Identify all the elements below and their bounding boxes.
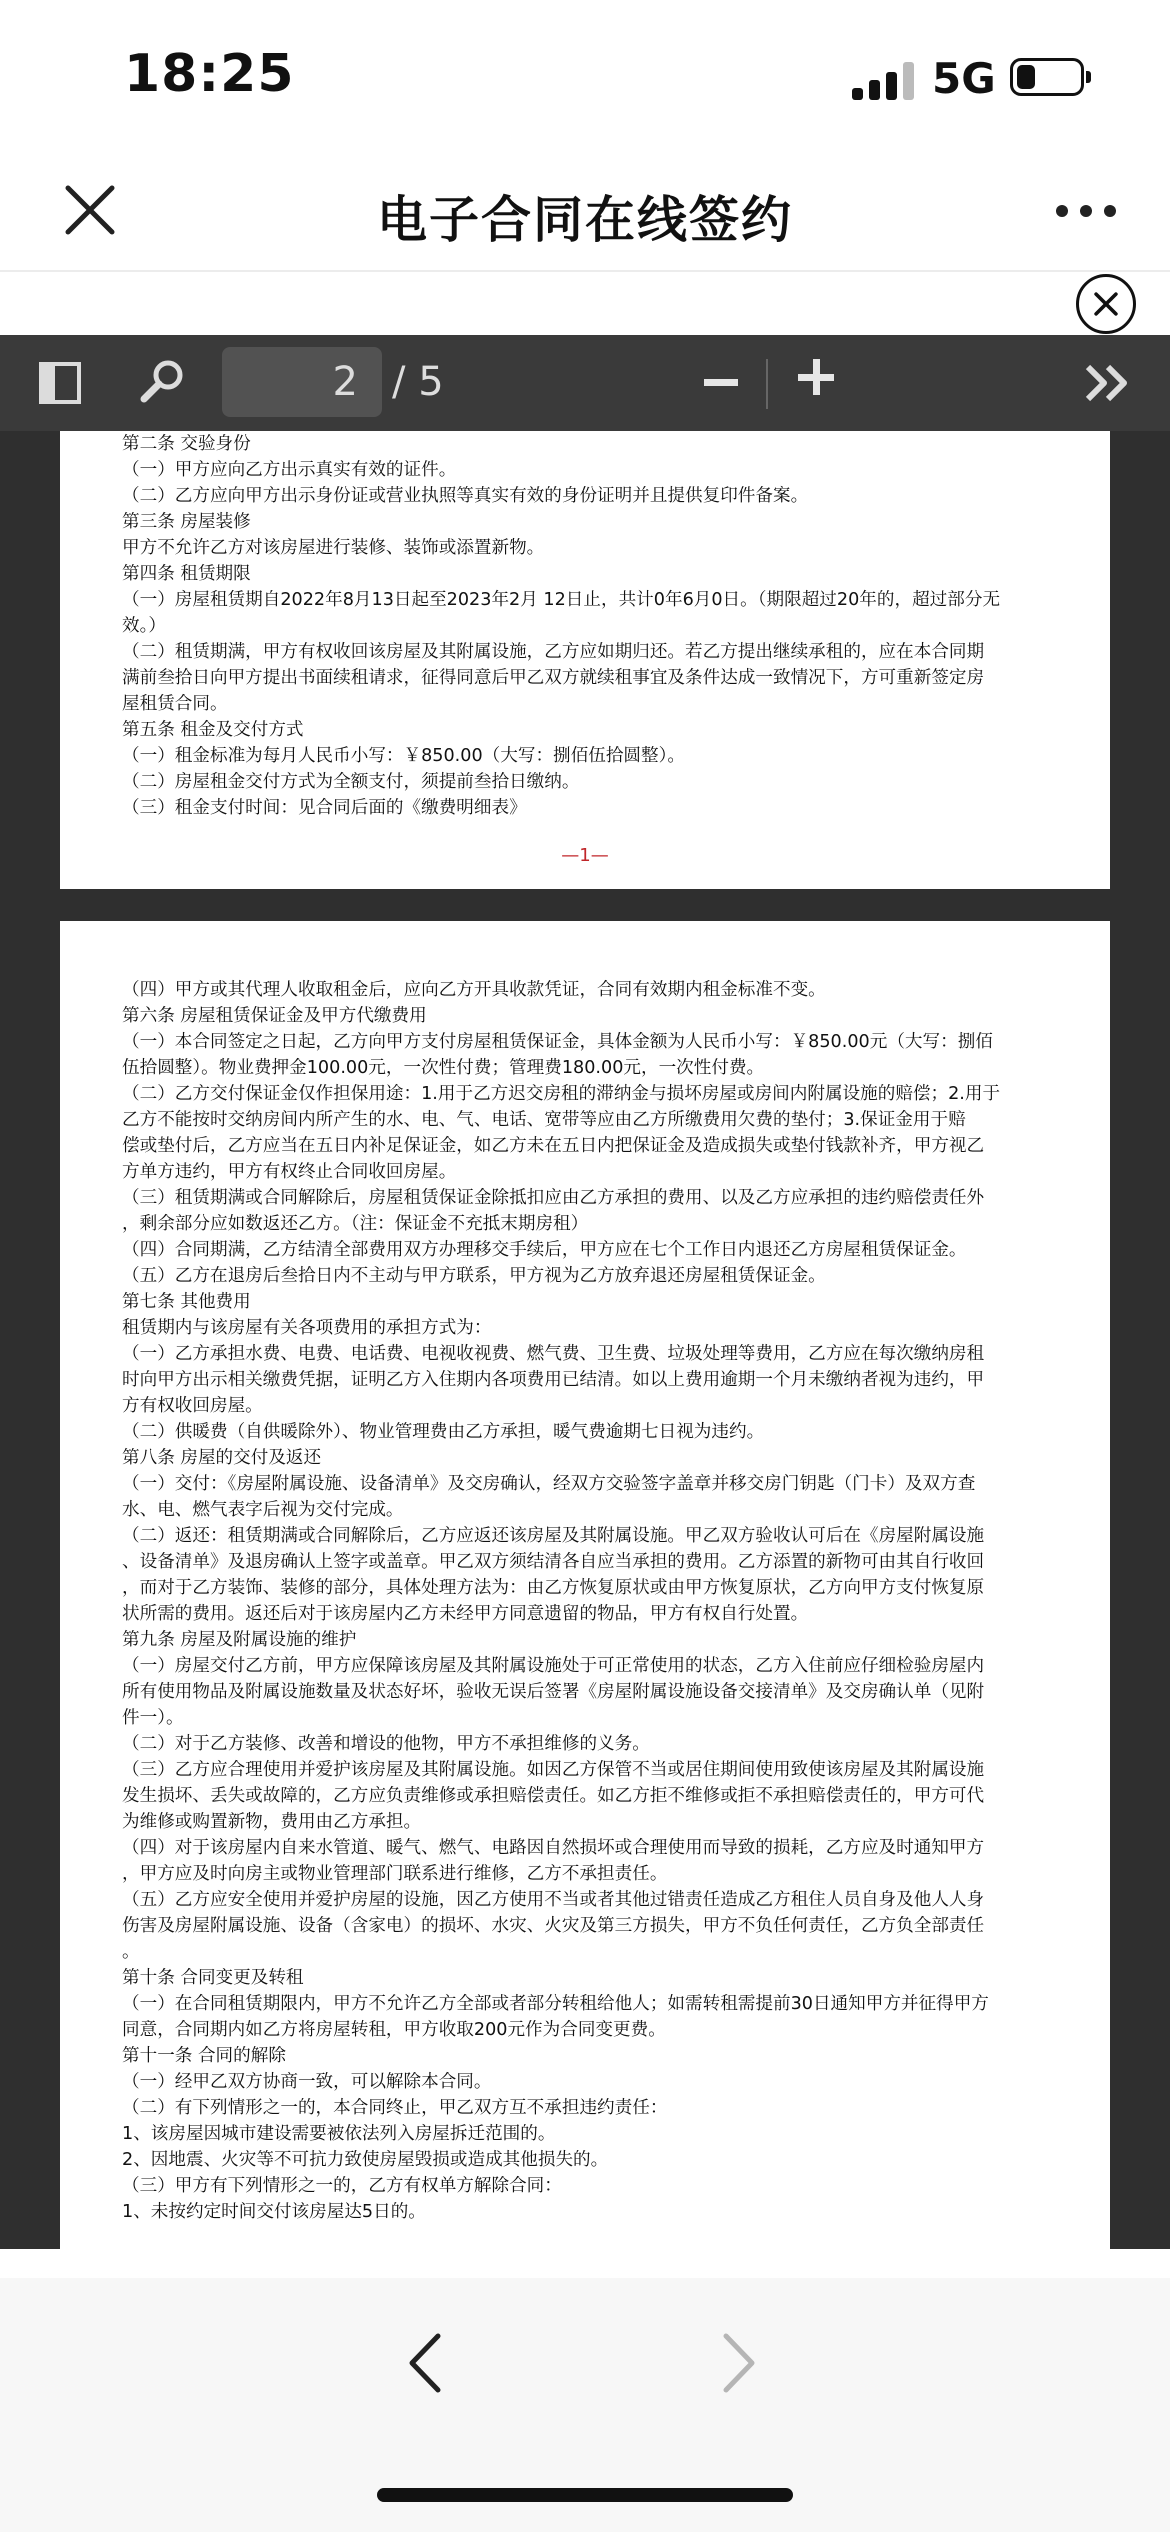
- document-line: 偿或垫付后，乙方应当在五日内补足保证金，如乙方未在五日内把保证金及造成损失或垫付钱款补齐，甲方视乙: [122, 1136, 985, 1156]
- document-line: （一）经甲乙双方协商一致，可以解除本合同。: [122, 2072, 492, 2092]
- document-line: （四）甲方或其代理人收取租金后，应向乙方开具收款凭证，合同有效期内租金标准不变。: [122, 980, 826, 1000]
- document-line: （三）甲方有下列情形之一的，乙方有权单方解除合同：: [122, 2176, 562, 2196]
- pdf-page-1: [60, 431, 1110, 889]
- document-line: 2、因地震、火灾等不可抗力致使房屋毁损或造成其他损失的。: [122, 2150, 609, 2170]
- home-indicator: [377, 2488, 793, 2502]
- sidebar-toggle-icon[interactable]: [38, 361, 82, 405]
- document-line: （二）租赁期满，甲方有权收回该房屋及其附属设施，乙方应如期归还。若乙方提出继续承租的，应在本合同期: [122, 642, 985, 662]
- document-line: 水、电、燃气表字后视为交付完成。: [122, 1500, 404, 1520]
- document-line: ，甲方应及时向房主或物业管理部门联系进行维修，乙方不承担责任。: [122, 1864, 668, 1884]
- document-line: 第四条 租赁期限: [122, 564, 251, 584]
- document-line: （一）租金标准为每月人民币小写：￥850.00（大写：捌佰伍拾圆整）。: [122, 746, 685, 766]
- document-line: 件一）。: [122, 1708, 184, 1728]
- document-line: 第十一条 合同的解除: [122, 2046, 286, 2066]
- document-line: 方有权收回房屋。: [122, 1396, 263, 1416]
- document-line: 第十条 合同变更及转租: [122, 1968, 304, 1988]
- document-line: （三）乙方应合理使用并爱护该房屋及其附属设施。如因乙方保管不当或居住期间使用致使该房屋及其附属设施: [122, 1760, 985, 1780]
- document-line: ，而对于乙方装饰、装修的部分，具体处理方法为：由乙方恢复原状或由甲方恢复原状，乙方向甲方支付恢复原: [122, 1578, 985, 1598]
- document-line: （一）甲方应向乙方出示真实有效的证件。: [122, 460, 457, 480]
- document-line: 为维修或购置新物，费用由乙方承担。: [122, 1812, 422, 1832]
- document-line: （一）本合同签定之日起，乙方向甲方支付房屋租赁保证金，具体金额为人民币小写：￥850.00元（大写：捌佰: [122, 1032, 993, 1052]
- pdf-page-2: [60, 921, 1110, 2249]
- document-line: 第七条 其他费用: [122, 1292, 251, 1312]
- document-line: 乙方不能按时交纳房间内所产生的水、电、气、电话、宽带等应由乙方所缴费用欠费的垫付；3.保证金用于赔: [122, 1110, 966, 1130]
- network-label: 5G: [932, 54, 996, 103]
- document-line: （四）对于该房屋内自来水管道、暖气、燃气、电路因自然损坏或合理使用而导致的损耗，乙方应及时通知甲方: [122, 1838, 985, 1858]
- document-line: 、设备清单》及退房确认上签字或盖章。甲乙双方须结清各自应当承担的费用。乙方添置的新物可由其自行收回: [122, 1552, 985, 1572]
- document-line: （三）租金支付时间：见合同后面的《缴费明细表》: [122, 798, 527, 818]
- document-line: 状所需的费用。返还后对于该房屋内乙方未经甲方同意遗留的物品，甲方有权自行处置。: [122, 1604, 809, 1624]
- document-line: 1、未按约定时间交付该房屋达5日的。: [122, 2202, 426, 2222]
- page-total: / 5: [392, 359, 444, 405]
- document-line: 甲方不允许乙方对该房屋进行装修、装饰或添置新物。: [122, 538, 545, 558]
- document-line: 第六条 房屋租赁保证金及甲方代缴费用: [122, 1006, 427, 1026]
- document-line: 1、该房屋因城市建设需要被依法列入房屋拆迁范围的。: [122, 2124, 556, 2144]
- document-line: （一）交付：《房屋附属设施、设备清单》及交房确认，经双方交验签字盖章并移交房门钥匙（门卡）及双方查: [122, 1474, 976, 1494]
- divider: [0, 270, 1170, 272]
- document-line: （三）租赁期满或合同解除后，房屋租赁保证金除抵扣应由乙方承担的费用、以及乙方应承担的违约赔偿责任外: [122, 1188, 985, 1208]
- status-time: 18:25: [124, 44, 295, 104]
- document-line: （四）合同期满，乙方结清全部费用双方办理移交手续后，甲方应在七个工作日内退还乙方房屋租赁保证金。: [122, 1240, 967, 1260]
- pdf-viewer[interactable]: [0, 431, 1170, 2249]
- document-line: （二）供暖费（自供暖除外）、物业管理费由乙方承担，暖气费逾期七日视为违约。: [122, 1422, 765, 1442]
- page-number-input[interactable]: 2: [222, 347, 382, 417]
- nav-bar: [0, 160, 1170, 270]
- document-line: （二）乙方应向甲方出示身份证或营业执照等真实有效的身份证明并且提供复印件备案。: [122, 486, 809, 506]
- viewer-close-icon[interactable]: [1076, 274, 1136, 334]
- document-line: 。: [122, 1942, 140, 1962]
- document-line: （五）乙方应安全使用并爱护房屋的设施，因乙方使用不当或者其他过错责任造成乙方租住人员自身及他人人身: [122, 1890, 985, 1910]
- document-line: ，剩余部分应如数返还乙方。（注：保证金不充抵末期房租）: [122, 1214, 589, 1234]
- document-line: 所有使用物品及附属设施数量及状态好坏，验收无误后签署《房屋附属设施设备交接清单》及交房确认单（见附: [122, 1682, 985, 1702]
- pdf-toolbar: [0, 335, 1170, 431]
- zoom-in-icon[interactable]: [798, 359, 834, 395]
- document-line: （二）返还：租赁期满或合同解除后，乙方应返还该房屋及其附属设施。甲乙双方验收认可后在《房屋附属设施: [122, 1526, 985, 1546]
- page-2-text: [122, 977, 1052, 2225]
- search-icon[interactable]: [138, 357, 188, 407]
- document-line: （二）有下列情形之一的，本合同终止，甲乙双方互不承担违约责任：: [122, 2098, 668, 2118]
- signal-icon: [852, 60, 916, 100]
- document-line: 满前叁拾日向甲方提出书面续租请求，征得同意后甲乙双方就续租事宜及条件达成一致情况下，方可重新签定房: [122, 668, 985, 688]
- document-line: （二）乙方交付保证金仅作担保用途：1.用于乙方迟交房租的滞纳金与损坏房屋或房间内附属设施的赔偿；2.用于: [122, 1084, 1001, 1104]
- document-line: （一）房屋租赁期自2022年8月13日起至2023年2月 12日止，共计0年6月0日。（期限超过20年的，超过部分无: [122, 590, 1001, 610]
- back-arrow-icon[interactable]: [396, 2328, 456, 2398]
- document-line: 同意，合同期内如乙方将房屋转租，甲方收取200元作为合同变更费。: [122, 2020, 666, 2040]
- document-line: （五）乙方在退房后叁拾日内不主动与甲方联系，甲方视为乙方放弃退还房屋租赁保证金。: [122, 1266, 826, 1286]
- document-line: （二）对于乙方装修、改善和增设的他物，甲方不承担维修的义务。: [122, 1734, 650, 1754]
- document-line: 时向甲方出示相关缴费凭据，证明乙方入住期内各项费用已结清。如以上费用逾期一个月未缴纳者视为违约，甲: [122, 1370, 985, 1390]
- document-line: 第九条 房屋及附属设施的维护: [122, 1630, 357, 1650]
- document-line: （一）在合同租赁期限内，甲方不允许乙方全部或者部分转租给他人；如需转租需提前30日通知甲方并征得甲方: [122, 1994, 989, 2014]
- tools-icon[interactable]: [1082, 361, 1132, 405]
- zoom-out-icon[interactable]: [704, 379, 738, 386]
- toolbar-separator: [766, 359, 768, 409]
- document-line: 屋租赁合同。: [122, 694, 228, 714]
- document-line: 第八条 房屋的交付及返还: [122, 1448, 322, 1468]
- document-line: 效。）: [122, 616, 166, 636]
- battery-icon: [1010, 58, 1084, 96]
- document-line: （二）房屋租金交付方式为全额支付，须提前叁拾日缴纳。: [122, 772, 580, 792]
- document-line: 第五条 租金及交付方式: [122, 720, 304, 740]
- page-1-text: [122, 431, 1052, 821]
- document-line: 租赁期内与该房屋有关各项费用的承担方式为：: [122, 1318, 492, 1338]
- document-line: 方单方违约，甲方有权终止合同收回房屋。: [122, 1162, 457, 1182]
- page-number-footer: —1—: [561, 845, 609, 866]
- document-line: 伤害及房屋附属设施、设备（含家电）的损坏、水灾、火灾及第三方损失，甲方不负任何责任，乙方负全部责任: [122, 1916, 985, 1936]
- document-line: （一）乙方承担水费、电费、电话费、电视收视费、燃气费、卫生费、垃圾处理等费用，乙方应在每次缴纳房租: [122, 1344, 985, 1364]
- document-line: 发生损坏、丢失或故障的，乙方应负责维修或承担赔偿责任。如乙方拒不维修或拒不承担赔偿责任的，甲方可代: [122, 1786, 985, 1806]
- page-title: 电子合同在线签约: [377, 191, 793, 249]
- document-line: （一）房屋交付乙方前，甲方应保障该房屋及其附属设施处于可正常使用的状态，乙方入住前应仔细检验房屋内: [122, 1656, 985, 1676]
- document-line: 伍拾圆整）。物业费押金100.00元，一次性付费；管理费180.00元，一次性付费。: [122, 1058, 765, 1078]
- forward-arrow-icon[interactable]: [708, 2328, 768, 2398]
- status-bar: [0, 0, 1170, 160]
- document-line: 第二条 交验身份: [122, 434, 251, 454]
- document-line: 第三条 房屋装修: [122, 512, 251, 532]
- more-icon[interactable]: [1056, 205, 1116, 219]
